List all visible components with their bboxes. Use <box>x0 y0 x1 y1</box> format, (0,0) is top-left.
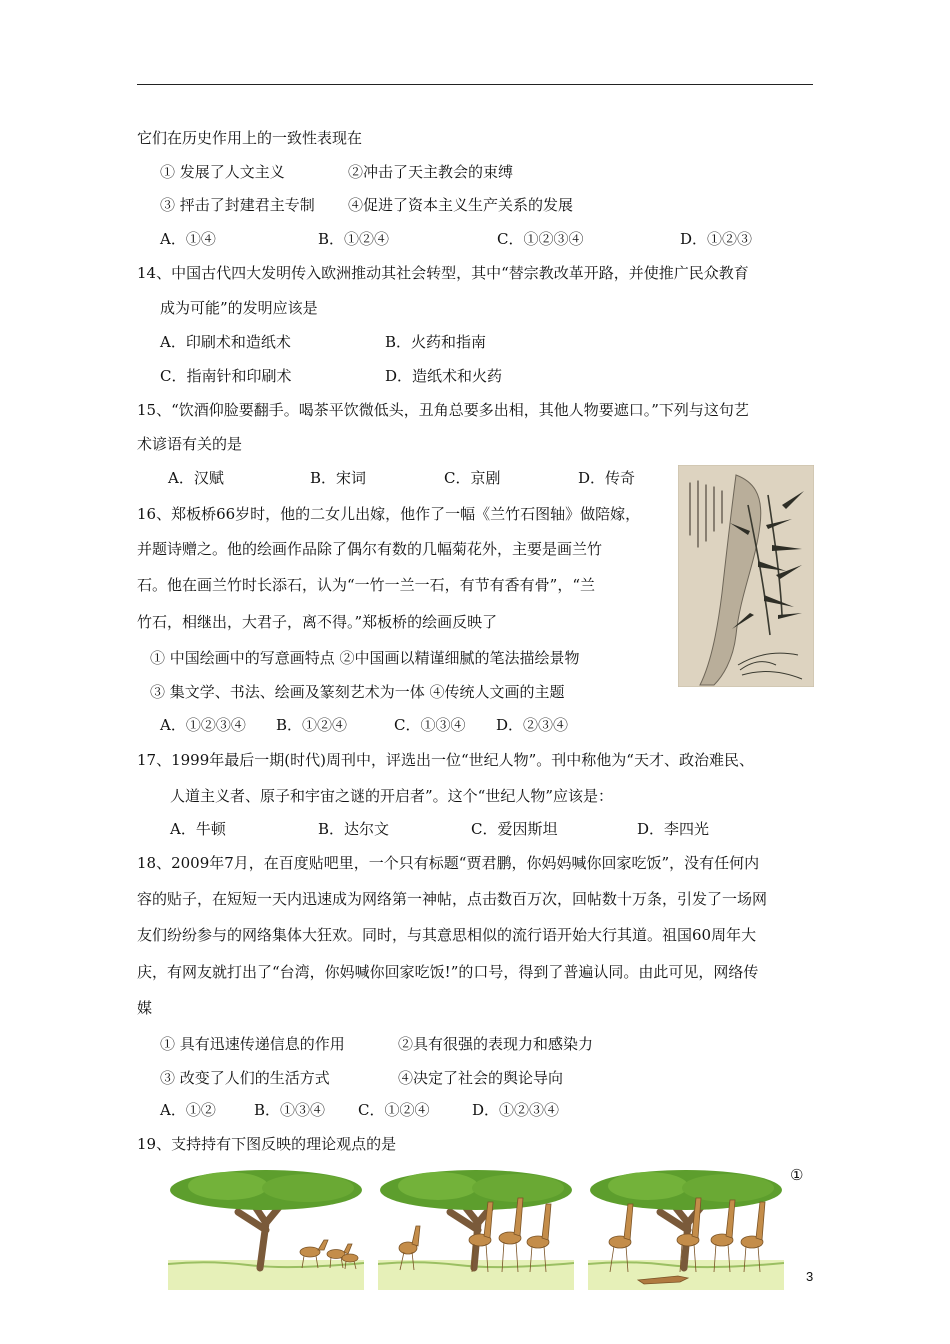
q18-stem-line-2: 容的贴子，在短短一天内迅速成为网络第一神帖，点击数百万次，回帖数十万条，引发了一场网 <box>137 890 768 908</box>
q13-statement-4: ④促进了资本主义生产关系的发展 <box>348 196 574 214</box>
q18-stem-line-1: 18、2009年7月，在百度贴吧里，一个只有标题“贾君鹏，你妈妈喊你回家吃饭”，没有任何内 <box>137 854 760 872</box>
q18-statement-4: ④决定了社会的舆论导向 <box>398 1069 564 1087</box>
q16-option-d: D．②③④ <box>496 716 569 734</box>
q18-stem-line-5: 媒 <box>137 999 153 1017</box>
q16-stem-line-4: 竹石，相继出，大君子，离不得。”郑板桥的绘画反映了 <box>137 613 498 631</box>
q18-statement-2: ②具有很强的表现力和感染力 <box>398 1035 594 1053</box>
q16-stem-line-1: 16、郑板桥66岁时，他的二女儿出嫁，他作了一幅《兰竹石图轴》做陪嫁， <box>137 505 641 523</box>
q13-stem-tail: 它们在历史作用上的一致性表现在 <box>137 129 363 147</box>
q13-option-c: C．①②③④ <box>497 230 584 248</box>
q18-stem-line-4: 庆，有网友就打出了“台湾，你妈喊你回家吃饭!”的口号，得到了普遍认同。由此可见，网络传 <box>137 963 759 981</box>
q16-option-a: A．①②③④ <box>160 716 246 734</box>
q16-statements-1-2: ① 中国绘画中的写意画特点 ②中国画以精谨细腻的笔法描绘景物 <box>150 649 580 667</box>
giraffe-tree-panel-2 <box>378 1168 574 1290</box>
giraffe-tree-panel-1 <box>168 1168 364 1290</box>
q16-option-b: B．①②④ <box>276 716 348 734</box>
q16-stem-line-3: 石。他在画兰竹时长添石，认为“一竹一兰一石，有节有香有骨”，“兰 <box>137 576 596 594</box>
q15-option-c: C．京剧 <box>444 469 501 487</box>
q15-stem-line-1: 15、“饮酒仰脸要翻手。喝茶平饮微低头，丑角总要多出相，其他人物要遮口。”下列与这句艺 <box>137 401 749 419</box>
q17-option-b: B．达尔文 <box>318 820 390 838</box>
q14-stem-line-2: 成为可能”的发明应该是 <box>160 299 318 317</box>
q17-option-d: D．李四光 <box>637 820 710 838</box>
q16-statements-3-4: ③ 集文学、书法、绘画及篆刻艺术为一体 ④传统人文画的主题 <box>150 683 565 701</box>
q18-option-c: C．①②④ <box>358 1101 430 1119</box>
q15-option-b: B．宋词 <box>310 469 367 487</box>
q15-stem-line-2: 术谚语有关的是 <box>137 435 243 453</box>
q19-stem-line-1: 19、支持持有下图反映的理论观点的是 <box>137 1135 397 1153</box>
header-rule <box>137 84 813 85</box>
q14-stem-line-1: 14、中国古代四大发明传入欧洲推动其社会转型，其中“替宗教改革开路，并使推广民众教育 <box>137 264 749 282</box>
q13-statement-3: ③ 抨击了封建君主专制 <box>160 196 315 214</box>
q18-option-b: B．①③④ <box>254 1101 326 1119</box>
q17-stem-line-1: 17、1999年最后一期(时代)周刊中，评选出一位“世纪人物”。刊中称他为“天才、政治难民、 <box>137 751 754 769</box>
q18-statement-1: ① 具有迅速传递信息的作用 <box>160 1035 345 1053</box>
q17-option-a: A．牛顿 <box>170 820 226 838</box>
q18-stem-line-3: 友们纷纷参与的网络集体大狂欢。同时，与其意思相似的流行语开始大行其道。祖国60周年大 <box>137 926 757 944</box>
q18-option-a: A．①② <box>160 1101 216 1119</box>
orchid-bamboo-stone-painting <box>678 465 814 687</box>
q15-option-d: D．传奇 <box>578 469 636 487</box>
q18-option-d: D．①②③④ <box>472 1101 560 1119</box>
q13-option-a: A．①④ <box>160 230 216 248</box>
page-number: 3 <box>806 1269 814 1284</box>
q15-option-a: A．汉赋 <box>168 469 224 487</box>
q13-option-d: D．①②③ <box>680 230 753 248</box>
q16-stem-line-2: 并题诗赠之。他的绘画作品除了偶尔有数的几幅菊花外，主要是画兰竹 <box>137 540 603 558</box>
q18-statement-3: ③ 改变了人们的生活方式 <box>160 1069 330 1087</box>
q14-option-d: D．造纸术和火药 <box>385 367 503 385</box>
q17-option-c: C．爱因斯坦 <box>471 820 558 838</box>
q17-stem-line-2: 人道主义者、原子和宇宙之谜的开启者”。这个“世纪人物”应该是： <box>170 787 614 805</box>
q14-option-c: C．指南针和印刷术 <box>160 367 292 385</box>
q13-option-b: B．①②④ <box>318 230 390 248</box>
q13-statement-1: ① 发展了人文主义 <box>160 163 285 181</box>
q16-option-c: C．①③④ <box>394 716 466 734</box>
q14-option-a: A．印刷术和造纸术 <box>160 333 291 351</box>
q19-marker: ① <box>790 1166 804 1184</box>
q14-option-b: B．火药和指南 <box>385 333 487 351</box>
q13-statement-2: ②冲击了天主教会的束缚 <box>348 163 514 181</box>
giraffe-tree-panel-3 <box>588 1168 784 1290</box>
